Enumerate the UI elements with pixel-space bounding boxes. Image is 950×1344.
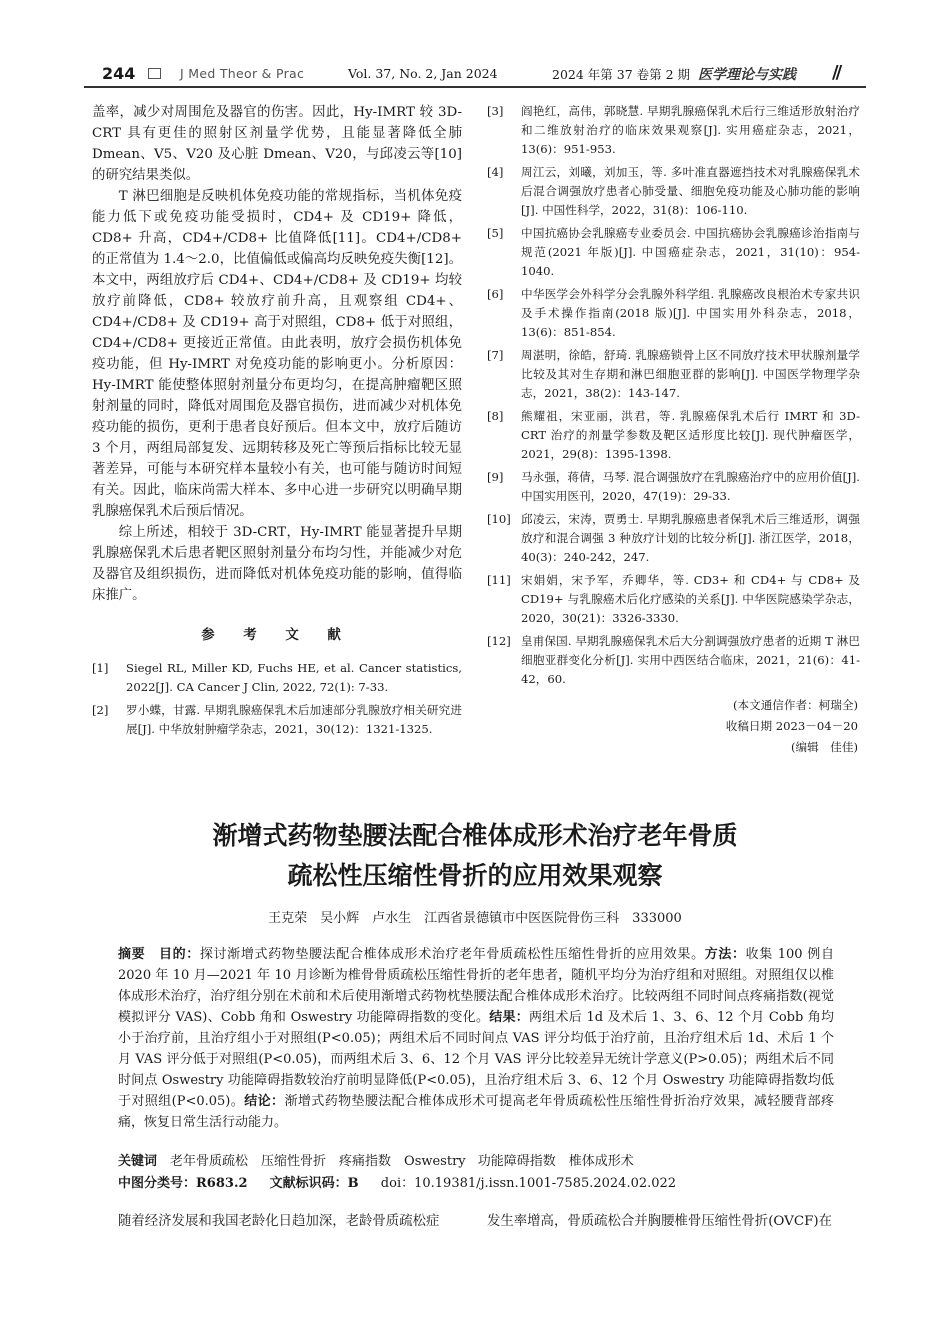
journal-logo-icon: //	[832, 62, 840, 83]
abstract	[118, 944, 834, 1133]
body-paragraph: T 淋巴细胞是反映机体免疫功能的常规指标，当机体免疫能力低下或免疫功能受损时，CD4+ 及 CD19+ 降低，CD8+ 升高，CD4+/CD8+ 比值降低[11]。CD4+/CD8+ 的正常值为 1.4～2.0，比值偏低或偏高均反映免疫失衡[12]。本文中，两组放疗后 CD4+、CD4+/CD8+ 及 CD19+ 均较放疗前降低，CD8+ 较放疗前升高，且观察组 CD4+、CD4+/CD8+ 及 CD19+ 高于对照组，CD8+ 低于对照组，CD4+/CD8+ 更接近正常值。由此表明，放疗会损伤机体免疫功能，但 Hy-IMRT 对免疫功能的影响更小。分析原因：Hy-IMRT 能使整体照射剂量分布更均匀，在提高肿瘤靶区照射剂量的同时，降低对周围危及器官损伤，进而减少对机体免疫功能的损伤，更利于患者良好预后。但本文中，放疗后随访 3 个月，两组局部复发、远期转移及死亡等预后指标比较无显著差异，可能与本研究样本量较小有关，也可能与随访时间短有关。因此，临床尚需大样本、多中心进一步研究以明确早期乳腺癌保乳术后预后情况。	[92, 189, 462, 519]
results-label: 结果：	[489, 1010, 530, 1025]
reference-item: [5] 中国抗癌协会乳腺癌专业委员会. 中国抗癌协会乳腺癌诊治指南与规范(2021 年版)[J]. 中国癌症杂志，2021，31(10)：954-1040.	[487, 226, 860, 278]
classification-info	[118, 1173, 834, 1194]
reference-item: [6] 中华医学会外科学分会乳腺外科学组. 乳腺癌改良根治术专家共识及手术操作指南(2018 版)[J]. 中国实用外科杂志，2018，13(6)：851-854.	[487, 287, 860, 339]
reference-item: [7] 周湛明，徐皓，舒琦. 乳腺癌锁骨上区不同放疗技术甲状腺剂量学比较及其对生存期和淋巴细胞亚群的影响[J]. 中国医学物理学杂志，2021，38(2)：143-147.	[487, 348, 860, 400]
methods-label: 方法：	[704, 947, 746, 962]
square-icon	[148, 68, 161, 79]
reference-item: [11] 宋娟娟，宋予军，乔卿华，等. CD3+ 和 CD4+ 与 CD8+ 及 CD19+ 与乳腺癌术后化疗感染的关系[J]. 中华医院感染学杂志，2020，30(21)：3326-3330.	[487, 573, 860, 625]
corresponding-author: (本文通信作者：柯瑞全)	[733, 698, 858, 712]
reference-item: [3] 阎艳红，高伟，郭晓慧. 早期乳腺癌保乳术后行三维适形放射治疗和二维放射治疗的临床效果观察[J]. 实用癌症杂志，2021，13(6)：951-953.	[487, 104, 860, 156]
reference-item: [10] 邱凌云，宋涛，贾勇士. 早期乳腺癌患者保乳术后三维适形，调强放疗和混合调强 3 种放疗计划的比较分析[J]. 浙江医学，2018，40(3)：240-242，247.	[487, 512, 860, 564]
page-number: 244	[102, 64, 136, 83]
conclusion-text: 渐增式药物垫腰法配合椎体成形术可提高老年骨质疏松性压缩性骨折治疗效果，减轻腰背部疼痛，恢复日常生活行动能力。	[118, 1094, 834, 1130]
reference-item: [12] 皇甫保国. 早期乳腺癌保乳术后大分割调强放疗患者的近期 T 淋巴细胞亚群变化分析[J]. 实用中西医结合临床，2021，21(6)：41-42，60.	[487, 634, 860, 686]
doi: doi：10.19381/j.issn.1001-7585.2024.02.022	[380, 1176, 677, 1191]
reference-item: [8] 熊耀祖，宋亚丽，洪君，等. 乳腺癌保乳术后行 IMRT 和 3D-CRT 治疗的剂量学参数及靶区适形度比较[J]. 现代肿瘤医学，2021，29(8)：1395-1398.	[487, 409, 860, 461]
reference-item: [9] 马永强，蒋倩，马琴. 混合调强放疗在乳腺癌治疗中的应用价值[J]. 中国实用医刊，2020，47(19)：29-33.	[487, 470, 860, 503]
article-title: 渐增式药物垫腰法配合椎体成形术治疗老年骨质 疏松性压缩性骨折的应用效果观察	[212, 821, 738, 890]
journal-name-en: J Med Theor & Prac	[180, 66, 305, 81]
running-header	[84, 62, 866, 86]
clc-number: 中图分类号：R683.2	[118, 1176, 248, 1191]
received-date: 收稿日期 2023－04－20	[725, 719, 858, 733]
conclusion-label: 结论：	[244, 1094, 285, 1109]
objective-label: 目的：	[158, 947, 200, 962]
right-column	[487, 102, 860, 758]
volume-info-cn: 2024 年第 37 卷第 2 期	[552, 67, 691, 82]
body-paragraph: 综上所述，相较于 3D-CRT，Hy-IMRT 能显著提升早期乳腺癌保乳术后患者靶区照射剂量分布均匀性，并能减少对危及器官及组织损伤，进而降低对机体免疫功能的影响，值得临床推广。	[92, 525, 462, 603]
header-rule	[84, 86, 866, 88]
volume-info: Vol. 37, No. 2, Jan 2024	[348, 66, 498, 81]
editor: (编辑 佳佳)	[790, 740, 858, 754]
reference-item: [4] 周江云，刘曦，刘加玉，等. 多叶准直器遮挡技术对乳腺癌保乳术后混合调强放疗患者心肺受量、细胞免疫功能及心肺功能的影响[J]. 中国性科学，2022，31(8)：106-110.	[487, 165, 860, 217]
article-notes	[487, 695, 860, 758]
keywords-label: 关键词	[118, 1154, 158, 1169]
intro-text-right: 发生率增高，骨质疏松合并胸腰椎骨压缩性骨折(OVCF)在	[487, 1214, 832, 1229]
keywords	[118, 1151, 834, 1172]
body-paragraph: 盖率，减少对周围危及器官的伤害。因此，Hy-IMRT 较 3D-CRT 具有更佳的照射区剂量学优势，且能显著降低全肺 Dmean、V5、V20 及心脏 Dmean、V20，与邱凌云等[10] 的研究结果类似。	[92, 105, 462, 183]
left-column	[92, 102, 462, 743]
document-code: 文献标识码：B	[269, 1176, 359, 1191]
reference-item: [1] Siegel RL, Miller KD, Fuchs HE, et al. Cancer statistics, 2022[J]. CA Cancer J Clin, 2022, 72(1): 7-33.	[92, 661, 462, 694]
intro-text-left: 随着经济发展和我国老龄化日趋加深，老龄骨质疏松症	[118, 1214, 440, 1229]
methods-text: 收集 100 例自 2020 年 10 月—2021 年 10 月诊断为椎骨骨质疏松压缩性骨折的老年患者，随机平均分为治疗组和对照组。对照组仅以椎体成形术治疗，治疗组分别在术前和术后使用渐增式药物枕垫腰法配合椎体成形术治疗。比较两组不同时间点疼痛指数(视觉模拟评分 VAS)、Cobb 角和 Oswestry 功能障碍指数的变化。	[118, 947, 834, 1025]
authors-affiliation: 王克荣 吴小辉 卢水生 江西省景德镇市中医医院骨伤三科 333000	[268, 911, 682, 926]
reference-item: [2] 罗小蝶，甘露. 早期乳腺癌保乳术后加速部分乳腺放疗相关研究进展[J]. 中华放射肿瘤学杂志，2021，30(12)：1321-1325.	[92, 703, 462, 736]
keywords-text: 老年骨质疏松 压缩性骨折 疼痛指数 Oswestry 功能障碍指数 椎体成形术	[170, 1154, 634, 1169]
references-heading: 参 考 文 献	[201, 627, 353, 643]
results-text: 两组术后 1d 及术后 1、3、6、12 个月 Cobb 角均小于治疗前，且治疗组小于对照组(P<0.05)；两组术后不同时间点 VAS 评分均低于治疗前，且治疗组术后 1d、术后 1 个月 VAS 评分低于对照组(P<0.05)，而两组术后 3、6、12 个月 VAS 评分比较差异无统计学意义(P>0.05)；两组术后不同时间点 Oswestry 功能障碍指数较治疗前明显降低(P<0.05)，且治疗组术后 3、6、12 个月 Oswestry 功能障碍指数均低于对照组(P<0.05)。	[118, 1010, 834, 1109]
journal-name-cn: 医学理论与实践	[698, 67, 796, 83]
abstract-label: 摘要	[118, 947, 146, 962]
objective-text: 探讨渐增式药物垫腰法配合椎体成形术治疗老年骨质疏松性压缩性骨折的应用效果。	[199, 947, 705, 962]
